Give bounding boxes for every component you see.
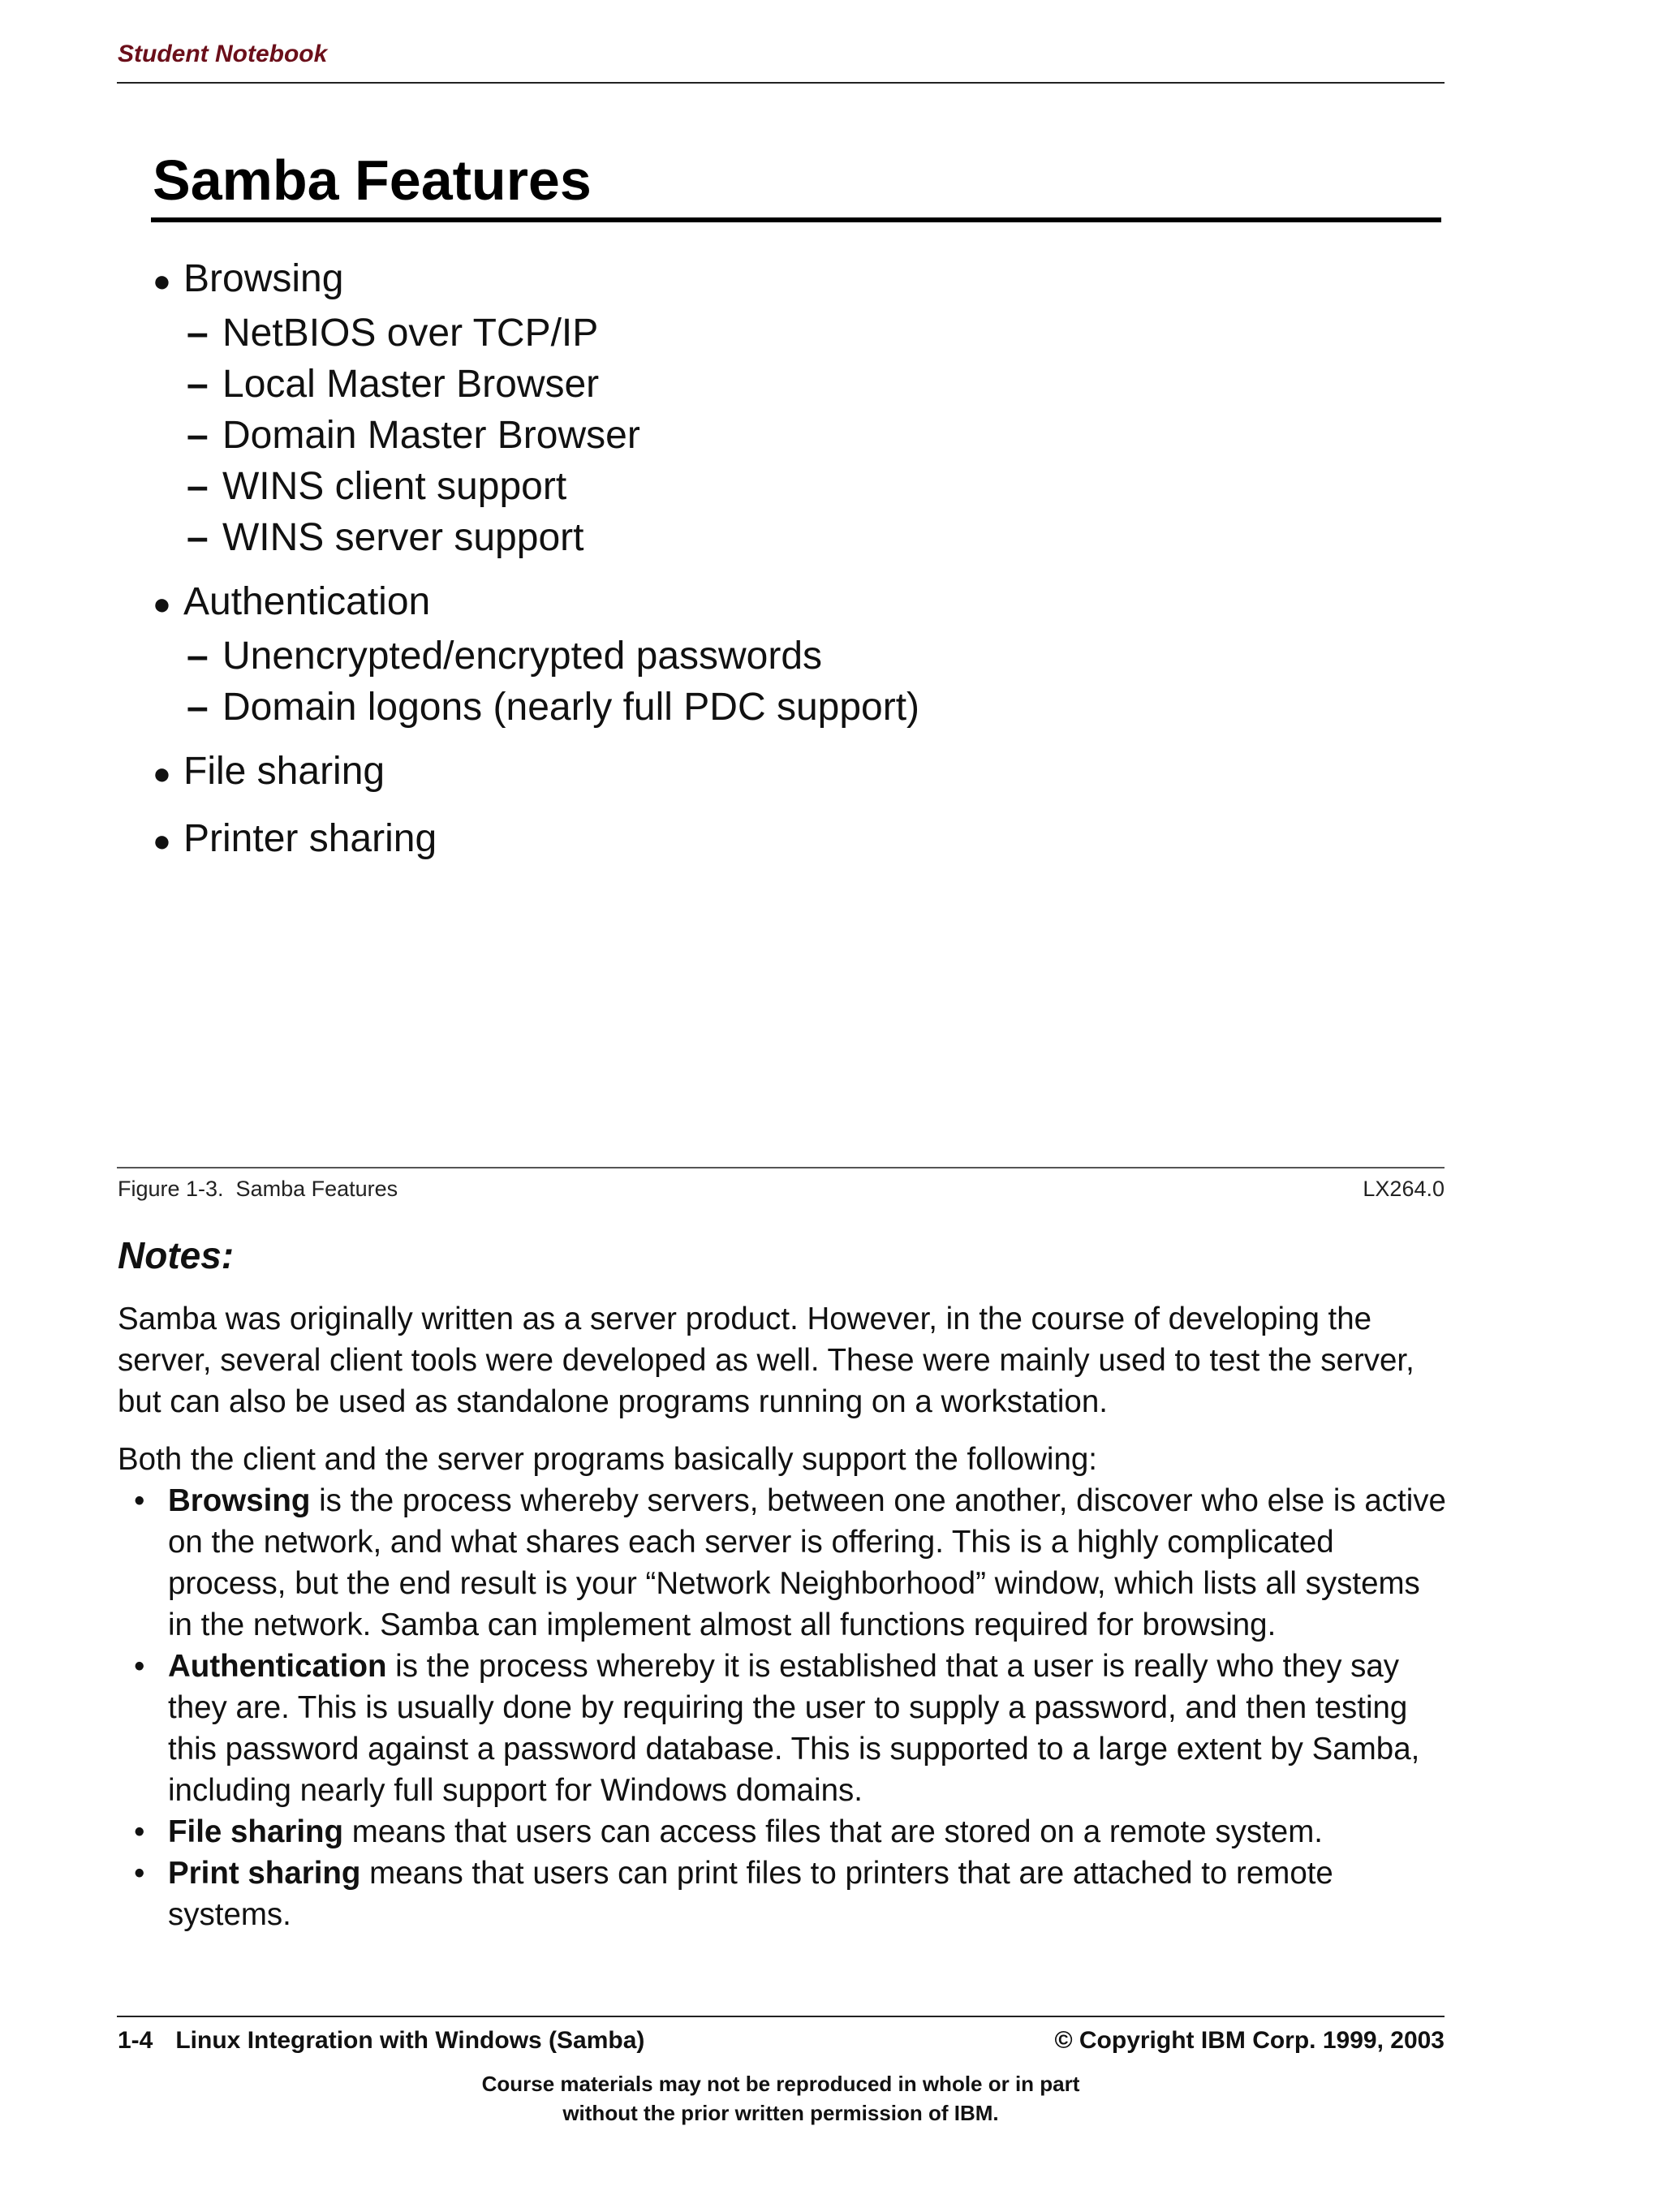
bullet-dot-icon: ●	[153, 824, 171, 859]
slide-subbullet	[153, 461, 1435, 512]
notes-paragraph: Samba was originally written as a server product. However, in the course of developing the server, several client tools were developed as well. These were mainly used to test the server, but can also be used as standalone programs running on a workstation.	[118, 1302, 1414, 1419]
notes-list-item	[118, 1811, 1449, 1853]
legal-notice	[117, 2069, 1445, 2128]
bullet-dot-icon: •	[134, 1856, 145, 1891]
bullet-dot-icon: ●	[153, 587, 171, 622]
slide-bullet-list	[153, 253, 1435, 880]
notes-heading: Notes:	[118, 1234, 235, 1276]
notes-term: Print sharing	[168, 1856, 361, 1891]
slide-subbullet	[153, 512, 1435, 563]
running-header: Student Notebook	[118, 41, 328, 67]
bullet-dot-icon: ●	[153, 265, 171, 299]
slide-subbullet-label: Domain Master Browser	[222, 414, 640, 457]
dash-icon: –	[187, 635, 209, 678]
slide-subbullet-label: NetBIOS over TCP/IP	[222, 312, 599, 355]
notes-body	[118, 1298, 1449, 1935]
slide-subbullet-label: Domain logons (nearly full PDC support)	[222, 686, 920, 729]
slide-subbullet-label: WINS client support	[222, 465, 567, 508]
notes-term: File sharing	[168, 1814, 344, 1849]
bullet-dot-icon: •	[134, 1814, 145, 1849]
dash-icon: –	[187, 414, 209, 457]
figure-code: LX264.0	[1363, 1177, 1445, 1201]
notes-list	[118, 1480, 1449, 1935]
dash-icon: –	[187, 516, 209, 559]
slide-bullet-label: Browsing	[183, 257, 344, 300]
dash-icon: –	[187, 363, 209, 406]
header-rule	[117, 82, 1445, 84]
slide-subbullet-label: Unencrypted/encrypted passwords	[222, 635, 823, 678]
slide-bullet-browsing	[153, 253, 1435, 563]
course-title: Linux Integration with Windows (Samba)	[175, 2027, 645, 2054]
dash-icon: –	[187, 312, 209, 355]
slide-subbullet	[153, 682, 1435, 733]
legal-line: Course materials may not be reproduced in whole or in part	[481, 2072, 1080, 2096]
bullet-dot-icon: •	[134, 1483, 145, 1518]
bullet-dot-icon: •	[134, 1649, 145, 1684]
slide-bullet-label: Authentication	[183, 580, 431, 623]
notes-term: Browsing	[168, 1483, 311, 1518]
notes-text: is the process whereby it is established that a user is really who they say they are. This is usually done by requiring the user to supply a password, and then testing this password against a password database. This is supported to a large extent by Samba, including nearly full support for Windows domains.	[168, 1649, 1420, 1808]
figure-caption: Figure 1-3. Samba Features	[118, 1177, 398, 1201]
notes-term: Authentication	[168, 1649, 387, 1684]
footer-left	[118, 2027, 644, 2055]
dash-icon: –	[187, 686, 209, 729]
slide-bullet-label: File sharing	[183, 750, 385, 793]
slide-bullet-label: Printer sharing	[183, 817, 437, 860]
slide-title-rule	[151, 217, 1441, 222]
slide-bullet-authentication	[153, 576, 1435, 733]
footer-rule	[117, 2016, 1445, 2017]
slide-subbullet	[153, 630, 1435, 682]
slide-subbullet	[153, 359, 1435, 410]
copyright-notice: © Copyright IBM Corp. 1999, 2003	[1054, 2027, 1445, 2054]
slide-subbullet	[153, 308, 1435, 359]
bullet-dot-icon: ●	[153, 757, 171, 791]
dash-icon: –	[187, 465, 209, 508]
slide-title: Samba Features	[153, 148, 592, 212]
slide-subbullet-label: WINS server support	[222, 516, 584, 559]
notes-text: means that users can access files that are stored on a remote system.	[343, 1814, 1323, 1849]
notes-text: is the process whereby servers, between one another, discover who else is active on the network, and what shares each server is offering. This is a highly complicated process, but the end result is your “Network Neighborhood” window, which lists all systems in the network. Samba can implement almost all functions required for browsing.	[168, 1483, 1446, 1642]
slide-subbullet-label: Local Master Browser	[222, 363, 600, 406]
notes-list-item	[118, 1646, 1449, 1811]
slide-bullet-file-sharing	[153, 746, 1435, 800]
slide-subbullet	[153, 410, 1435, 461]
legal-line: without the prior written permission of IBM.	[562, 2101, 999, 2125]
figure-rule	[117, 1167, 1445, 1168]
notes-text: means that users can print files to printers that are attached to remote systems.	[168, 1856, 1333, 1932]
page-number: 1-4	[118, 2027, 153, 2054]
notes-list-item	[118, 1480, 1449, 1646]
notes-list-item	[118, 1853, 1449, 1935]
slide-bullet-printer-sharing	[153, 813, 1435, 867]
notes-paragraph: Both the client and the server programs basically support the following:	[118, 1442, 1097, 1477]
